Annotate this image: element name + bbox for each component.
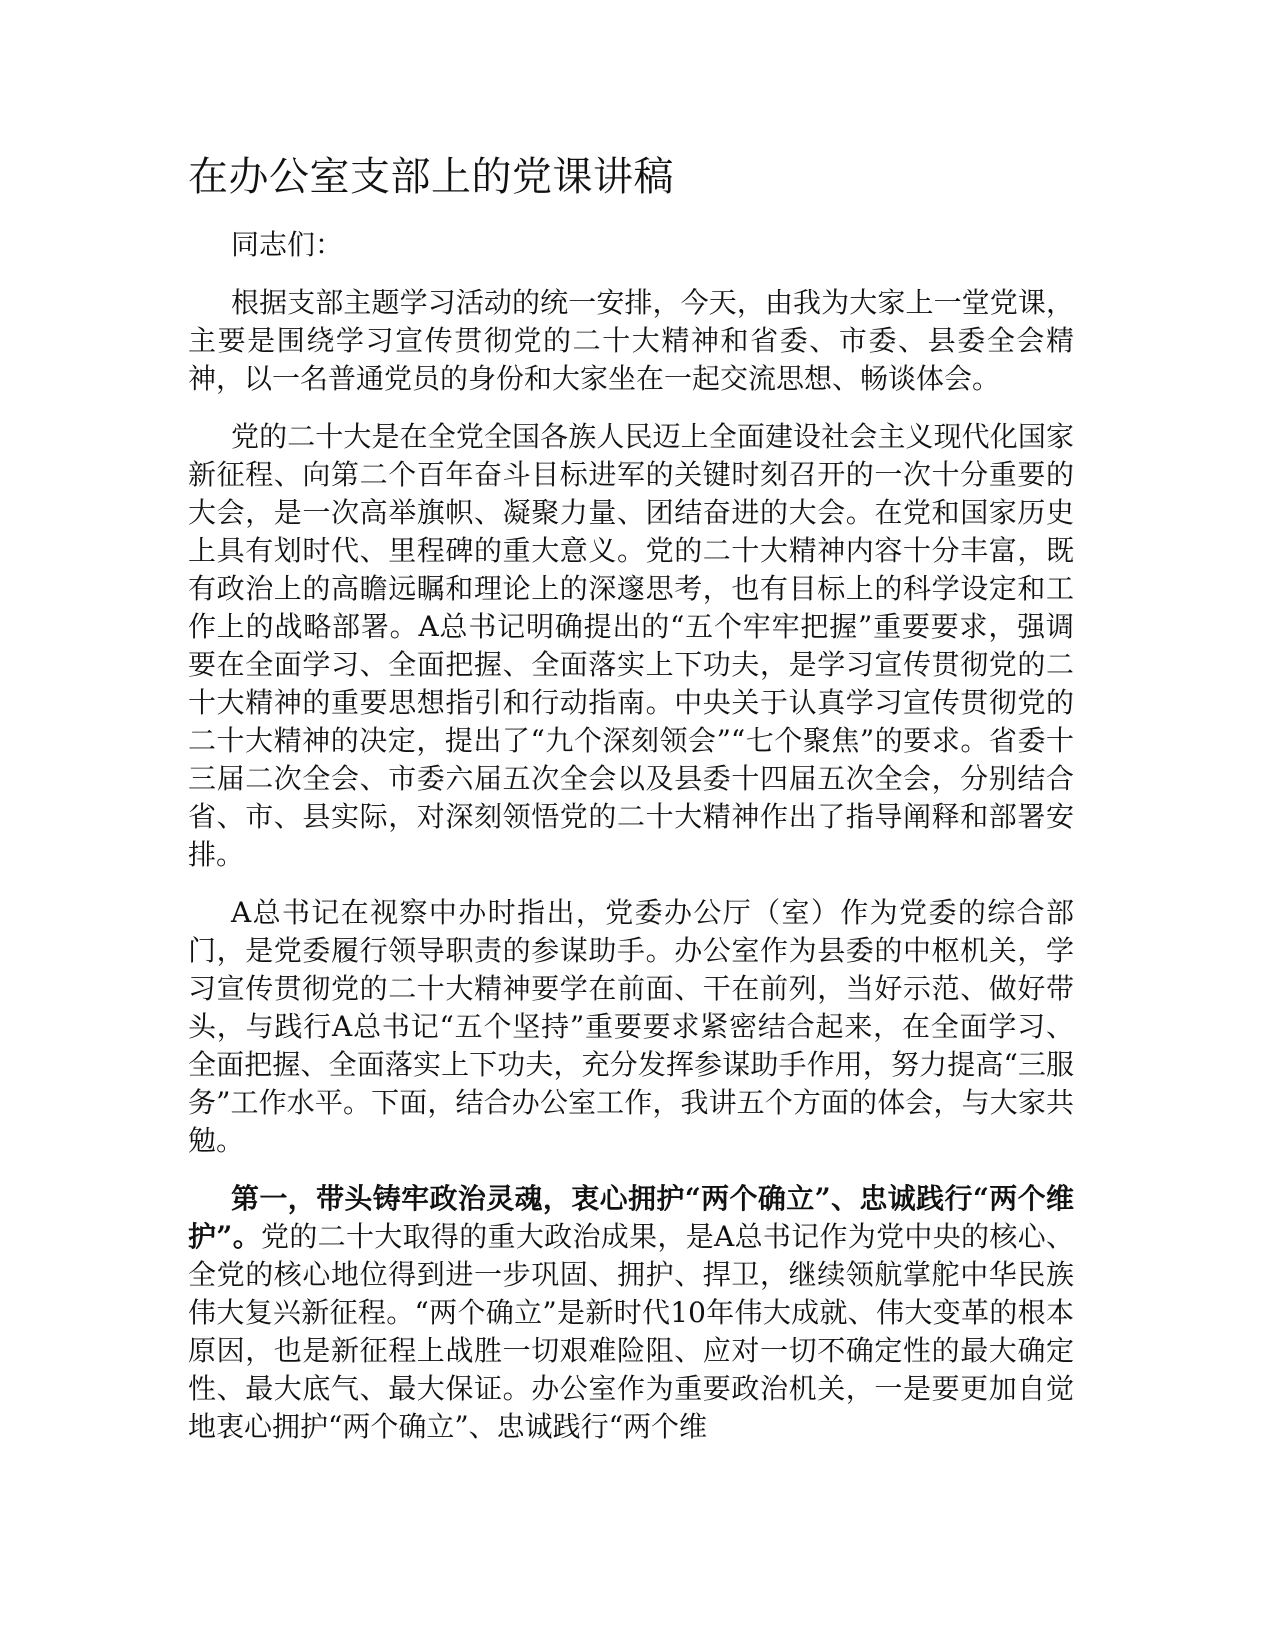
paragraph-congress: 党的二十大是在全党全国各族人民迈上全面建设社会主义现代化国家新征程、向第二个百年奋斗目标进军的关键时刻召开的一次十分重要的大会，是一次高举旗帜、凝聚力量、团结奋进的大会。在党和国家历史上具有划时代、里程碑的重大意义。党的二十大精神内容十分丰富，既有政治上的高瞻远瞩和理论上的深邃思考，也有目标上的科学设定和工作上的战略部署。A总书记明确提出的“五个牢牢把握”重要要求，强调要在全面学习、全面把握、全面落实上下功夫，是学习宣传贯彻党的二十大精神的重要思想指引和行动指南。中央关于认真学习宣传贯彻党的二十大精神的决定，提出了“九个深刻领会”“七个聚焦”的要求。省委十三届二次全会、市委六届五次全会以及县委十四届五次全会，分别结合省、市、县实际，对深刻领悟党的二十大精神作出了指导阐释和部署安排。 — [188, 420, 1074, 871]
greeting: 同志们： — [231, 228, 344, 261]
document-body — [188, 226, 1074, 1466]
point-one-text: 党的二十大取得的重大政治成果，是A总书记作为党中央的核心、全党的核心地位得到进一步巩固、拥护、捍卫，继续领航掌舵中华民族伟大复兴新征程。“两个确立”是新时代10年伟大成就、伟大变革的根本原因，也是新征程上战胜一切艰难险阻、应对一切不确定性的最大确定性、最大底气、最大保证。办公室作为重要政治机关，一是要更加自觉地衷心拥护“两个确立”、忠诚践行“两个维 — [188, 1220, 1074, 1443]
paragraph-intro: 根据支部主题学习活动的统一安排，今天，由我为大家上一堂党课，主要是围绕学习宣传贯彻党的二十大精神和省委、市委、县委全会精神，以一名普通党员的身份和大家坐在一起交流思想、畅谈体会。 — [188, 286, 1074, 395]
paragraph-office-role: A总书记在视察中办时指出，党委办公厅（室）作为党委的综合部门，是党委履行领导职责的参谋助手。办公室作为县委的中枢机关，学习宣传贯彻党的二十大精神要学在前面、干在前列，当好示范、做好带头，与践行A总书记“五个坚持”重要要求紧密结合起来，在全面学习、全面把握、全面落实上下功夫，充分发挥参谋助手作用，努力提高“三服务”工作水平。下面，结合办公室工作，我讲五个方面的体会，与大家共勉。 — [188, 896, 1074, 1157]
document-title: 在办公室支部上的党课讲稿 — [188, 154, 674, 200]
paragraph-point-one — [188, 1180, 1074, 1446]
point-one-heading: 第一，带头铸牢政治灵魂，衷心拥护“两个确立”、忠诚践行“两个维护”。 — [188, 1182, 1074, 1253]
